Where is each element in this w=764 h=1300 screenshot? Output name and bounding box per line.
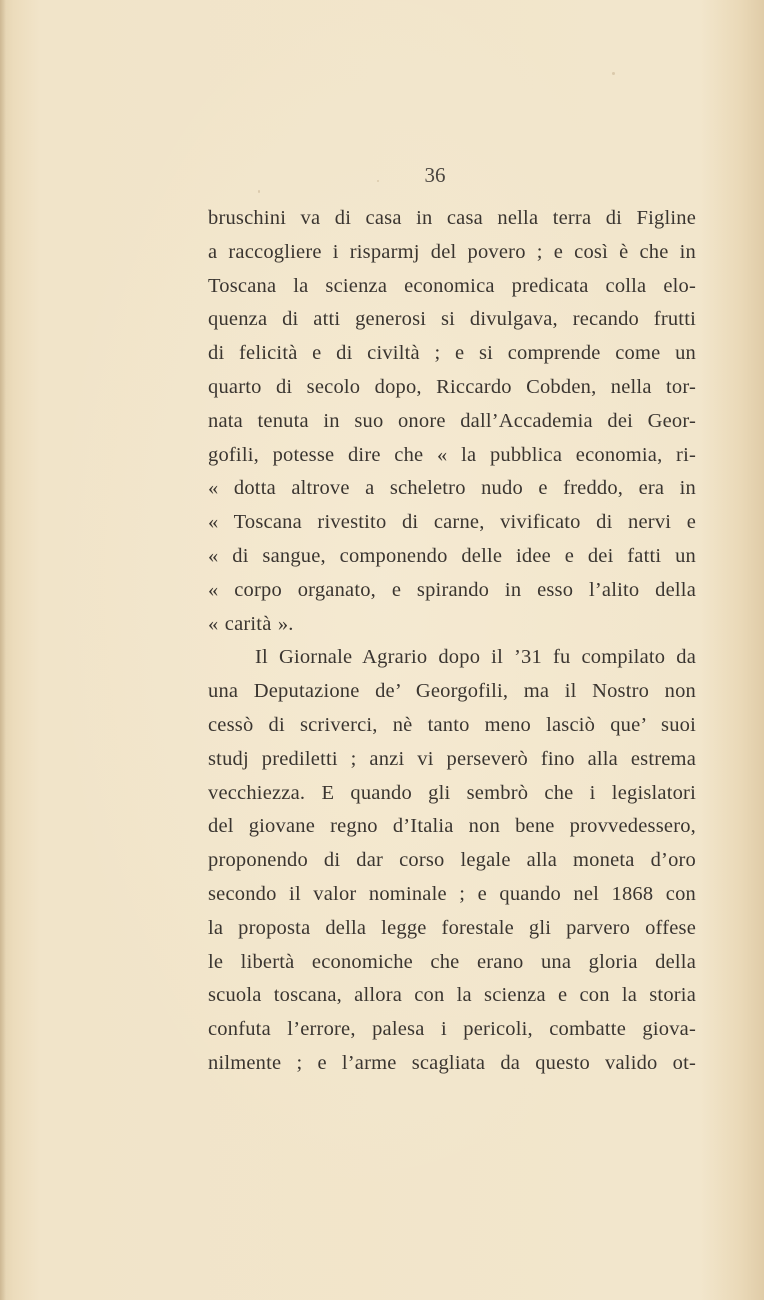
text-line: « di sangue, componendo delle idee e dei fatti un	[208, 544, 696, 567]
foxing-spot	[612, 72, 615, 75]
text-line: bruschini va di casa in casa nella terra di Figline	[208, 207, 696, 229]
text-line: a raccogliere i risparmj del povero ; e così è che in	[208, 240, 696, 263]
body-text	[208, 202, 696, 1081]
page-edge	[0, 0, 6, 1300]
text-line: la proposta della legge forestale gli parvero offese	[208, 916, 696, 939]
text-line: confuta l’errore, palesa i pericoli, combatte giova-	[208, 1018, 696, 1041]
text-line: « dotta altrove a scheletro nudo e freddo, era in	[208, 477, 696, 500]
text-line: « corpo organato, e spirando in esso l’alito della	[208, 578, 696, 601]
text-line: « Toscana rivestito di carne, vivificato di nervi e	[208, 511, 696, 534]
text-line: quarto di secolo dopo, Riccardo Cobden, nella tor-	[208, 375, 696, 398]
page-number: 36	[424, 163, 446, 187]
text-line: una Deputazione de’ Georgofili, ma il Nostro non	[208, 680, 696, 703]
text-line: « carità ».	[208, 612, 294, 635]
text-line: vecchiezza. E quando gli sembrò che i legislatori	[208, 781, 696, 804]
text-line: proponendo di dar corso legale alla moneta d’oro	[208, 849, 696, 872]
text-line: le libertà economiche che erano una gloria della	[208, 950, 696, 973]
text-line: nilmente ; e l’arme scagliata da questo valido ot-	[208, 1051, 696, 1074]
text-line: Il Giornale Agrario dopo il ’31 fu compilato da	[255, 646, 696, 669]
text-line: nata tenuta in suo onore dall’Accademia dei Geor-	[208, 409, 696, 432]
text-line: scuola toscana, allora con la scienza e con la storia	[208, 984, 696, 1007]
text-line: studj prediletti ; anzi vi perseverò fino alla estrema	[208, 747, 696, 770]
text-line: di felicità e di civiltà ; e si comprende come un	[208, 342, 696, 365]
text-line: secondo il valor nominale ; e quando nel 1868 con	[208, 882, 696, 905]
foxing-spot	[258, 190, 260, 193]
text-line: quenza di atti generosi si divulgava, recando frutti	[208, 308, 696, 331]
text-line: del giovane regno d’Italia non bene provvedessero,	[208, 815, 696, 838]
text-line: cessò di scriverci, nè tanto meno lasciò que’ suoi	[208, 713, 696, 736]
text-line: gofili, potesse dire che « la pubblica economia, ri-	[208, 443, 696, 466]
text-line: Toscana la scienza economica predicata colla elo-	[208, 274, 696, 297]
